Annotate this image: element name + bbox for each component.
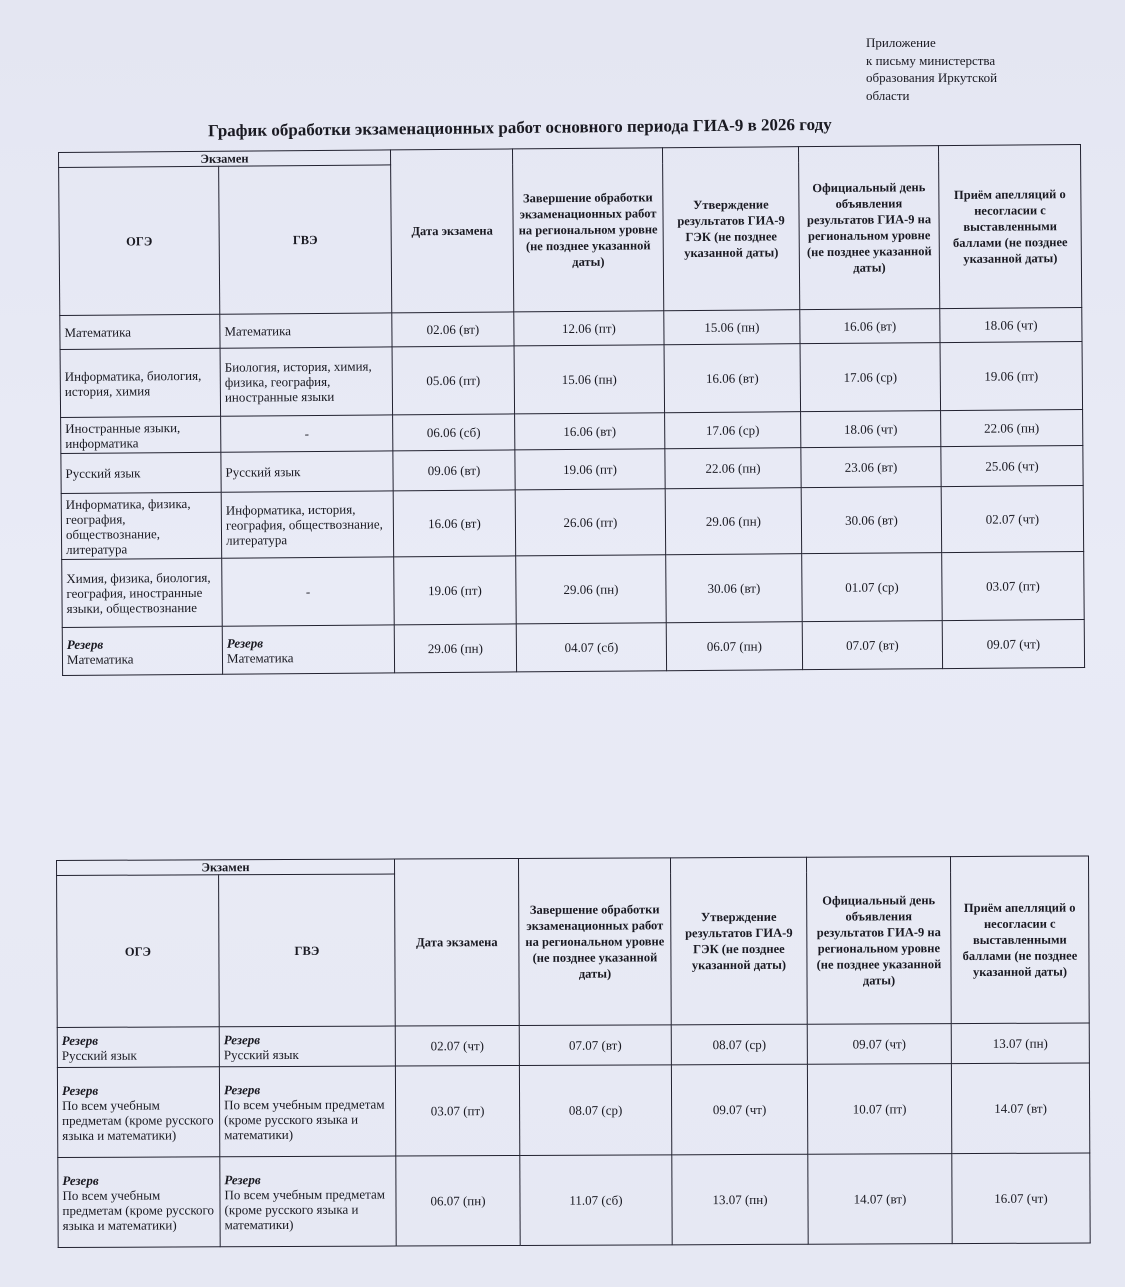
announcement-date-cell: 09.07 (чт)	[807, 1024, 951, 1065]
annex-note	[866, 34, 997, 104]
appeals-date-cell: 09.07 (чт)	[942, 619, 1084, 668]
table-row	[57, 1063, 1089, 1158]
gve-subject-cell	[219, 1026, 395, 1067]
table-row	[60, 341, 1083, 417]
table-2-body	[57, 1023, 1090, 1248]
document-title: График обработки экзаменационных работ основного периода ГИА-9 в 2026 году	[207, 114, 832, 141]
reserve-label: Резерв	[223, 1081, 261, 1097]
gve-subject-cell	[219, 1066, 395, 1157]
approval-date-cell: 16.06 (вт)	[664, 344, 801, 413]
completion-date-cell: 12.06 (пт)	[514, 311, 664, 346]
announcement-date-cell: 30.06 (вт)	[801, 487, 942, 554]
appeals-date-cell: 14.07 (вт)	[951, 1063, 1089, 1154]
header-completion: Завершение обработки экзаменационных работ на региональном уровне (не позднее указанной даты)	[518, 858, 671, 1026]
oge-subject-cell	[60, 348, 221, 417]
header-announcement: Официальный день объявления результатов ГИА-9 на региональном уровне (не позднее указанной даты)	[798, 146, 939, 310]
schedule-table-2	[56, 855, 1091, 1248]
announcement-date-cell: 18.06 (чт)	[801, 411, 941, 448]
announcement-date-cell: 23.06 (вт)	[801, 447, 941, 488]
completion-date-cell: 07.07 (вт)	[519, 1025, 671, 1066]
announcement-date-cell: 10.07 (пт)	[807, 1064, 951, 1155]
annex-line: области	[866, 87, 910, 103]
announcement-date-cell: 16.06 (вт)	[800, 309, 940, 344]
header-gve: ГВЭ	[219, 165, 392, 314]
approval-date-cell: 13.07 (пн)	[672, 1154, 808, 1245]
appeals-date-cell: 03.07 (пт)	[942, 551, 1085, 620]
header-announcement: Официальный день объявления результатов ГИА-9 на региональном уровне (не позднее указанной даты)	[806, 857, 951, 1025]
table-row	[58, 1153, 1090, 1248]
header-approval: Утверждение результатов ГИА-9 ГЭК (не позднее указанной даты)	[662, 147, 799, 311]
oge-subject-cell	[57, 1027, 219, 1068]
gve-subject-cell	[222, 557, 395, 626]
gve-subject-text: -	[305, 584, 311, 600]
gve-subject-text: По всем учебным предметам (кроме русского языка и математики)	[224, 1096, 385, 1142]
exam-date-cell: 02.07 (чт)	[395, 1025, 519, 1066]
gve-subject-text: По всем учебным предметам (кроме русского языка и математики)	[224, 1186, 385, 1232]
header-appeals: Приём апелляций о несогласии с выставленными баллами (не позднее указанной даты)	[950, 856, 1089, 1024]
gve-subject-cell	[222, 625, 394, 674]
oge-subject-cell	[62, 558, 223, 627]
reserve-label: Резерв	[223, 1031, 261, 1047]
header-appeals: Приём апелляций о несогласии с выставленными баллами (не позднее указанной даты)	[938, 144, 1081, 308]
exam-date-cell: 29.06 (пн)	[394, 624, 516, 673]
gve-subject-cell	[221, 415, 393, 452]
annex-line: Приложение	[866, 35, 936, 50]
approval-date-cell: 09.07 (чт)	[671, 1064, 807, 1155]
gve-subject-text: Русский язык	[223, 1046, 299, 1062]
announcement-date-cell: 17.06 (ср)	[800, 343, 941, 412]
approval-date-cell: 29.06 (пн)	[665, 488, 802, 555]
header-exam: Экзамен	[57, 859, 395, 875]
appeals-date-cell: 25.06 (чт)	[941, 445, 1083, 486]
completion-date-cell: 19.06 (пт)	[515, 449, 665, 490]
announcement-date-cell: 01.07 (ср)	[802, 553, 943, 622]
header-gve: ГВЭ	[219, 874, 396, 1027]
gve-subject-text: Информатика, история, география, обществознание, литература	[225, 501, 383, 548]
reserve-label: Резерв	[66, 636, 104, 652]
oge-subject-text: По всем учебным предметам (кроме русского языка и математики)	[62, 1097, 214, 1143]
header-oge: ОГЭ	[59, 166, 220, 315]
header-exam: Экзамен	[59, 150, 391, 168]
approval-date-cell: 15.06 (пн)	[664, 310, 800, 345]
table-row	[62, 551, 1085, 627]
exam-date-cell: 02.06 (вт)	[392, 312, 514, 347]
oge-subject-text: Химия, физика, биология, география, иностранные языки, обществознание	[66, 569, 211, 616]
exam-date-cell: 16.06 (вт)	[393, 490, 516, 557]
exam-date-cell: 06.07 (пн)	[396, 1155, 520, 1246]
gve-subject-cell	[221, 491, 394, 558]
exam-date-cell: 19.06 (пт)	[394, 556, 517, 625]
reserve-label: Резерв	[61, 1032, 99, 1048]
reserve-label: Резерв	[61, 1082, 99, 1098]
header-approval: Утверждение результатов ГИА-9 ГЭК (не позднее указанной даты)	[670, 857, 807, 1025]
approval-date-cell: 30.06 (вт)	[666, 554, 803, 623]
reserve-label: Резерв	[224, 1171, 261, 1187]
completion-date-cell: 29.06 (пн)	[516, 555, 667, 624]
gve-subject-cell	[221, 451, 393, 492]
annex-line: образования Иркутской	[866, 70, 998, 85]
completion-date-cell: 04.07 (сб)	[516, 623, 666, 672]
oge-subject-cell	[57, 1067, 219, 1158]
oge-subject-cell	[58, 1157, 220, 1248]
oge-subject-cell	[61, 452, 221, 493]
appeals-date-cell: 16.07 (чт)	[952, 1153, 1090, 1244]
table-row	[57, 1023, 1089, 1068]
gve-subject-cell	[220, 313, 392, 348]
oge-subject-text: Русский язык	[65, 465, 141, 481]
oge-subject-cell	[61, 416, 221, 453]
table-1-body	[60, 307, 1085, 675]
approval-date-cell: 17.06 (ср)	[665, 412, 801, 449]
reserve-label: Резерв	[62, 1172, 99, 1188]
header-completion: Завершение обработки экзаменационных работ на региональном уровне (не позднее указанной даты)	[512, 148, 663, 312]
header-oge: ОГЭ	[57, 875, 220, 1028]
appeals-date-cell: 13.07 (пн)	[951, 1023, 1089, 1064]
appeals-date-cell: 19.06 (пт)	[940, 341, 1083, 410]
completion-date-cell: 11.07 (сб)	[520, 1155, 672, 1246]
gve-subject-text: Русский язык	[225, 464, 301, 480]
completion-date-cell: 16.06 (вт)	[515, 413, 665, 450]
approval-date-cell: 06.07 (пн)	[666, 622, 802, 671]
gve-subject-cell	[220, 1156, 396, 1247]
gve-subject-text: Математика	[224, 323, 292, 339]
announcement-date-cell: 14.07 (вт)	[808, 1154, 952, 1245]
oge-subject-cell	[61, 492, 222, 559]
oge-subject-text: Информатика, физика, география, обществознание, литература	[65, 495, 191, 557]
exam-date-cell: 06.06 (сб)	[393, 414, 515, 451]
oge-subject-cell	[60, 314, 220, 349]
gve-subject-text: -	[304, 426, 309, 442]
oge-subject-text: Математика	[64, 324, 132, 340]
annex-line: к письму министерства	[866, 52, 996, 68]
gve-subject-text: Биология, история, химия, физика, география, иностранные языки	[224, 358, 372, 405]
reserve-label: Резерв	[226, 634, 264, 651]
appeals-date-cell: 18.06 (чт)	[940, 307, 1082, 342]
oge-subject-text: Математика	[66, 650, 134, 667]
oge-subject-text: Русский язык	[61, 1047, 137, 1063]
approval-date-cell: 08.07 (ср)	[671, 1024, 807, 1065]
oge-subject-text: Информатика, биология, история, химия	[64, 367, 202, 399]
gve-subject-text: Математика	[226, 649, 294, 666]
schedule-table-1	[58, 144, 1085, 676]
appeals-date-cell: 02.07 (чт)	[941, 485, 1084, 552]
completion-date-cell: 08.07 (ср)	[519, 1065, 671, 1156]
appeals-date-cell: 22.06 (пн)	[941, 409, 1083, 446]
oge-subject-text: По всем учебным предметам (кроме русского языка и математики)	[62, 1187, 214, 1233]
header-date: Дата экзамена	[390, 149, 513, 313]
table-row	[62, 619, 1084, 675]
oge-subject-cell	[62, 626, 222, 675]
exam-date-cell: 05.06 (пт)	[392, 346, 515, 415]
header-date: Дата экзамена	[394, 858, 519, 1026]
completion-date-cell: 26.06 (пт)	[515, 489, 666, 556]
oge-subject-text: Иностранные языки, информатика	[65, 419, 181, 451]
announcement-date-cell: 07.07 (вт)	[802, 621, 942, 670]
gve-subject-cell	[220, 347, 393, 416]
exam-date-cell: 09.06 (вт)	[393, 450, 515, 491]
table-row	[61, 485, 1083, 559]
completion-date-cell: 15.06 (пн)	[514, 345, 665, 414]
approval-date-cell: 22.06 (пн)	[665, 448, 801, 489]
exam-date-cell: 03.07 (пт)	[395, 1065, 519, 1156]
